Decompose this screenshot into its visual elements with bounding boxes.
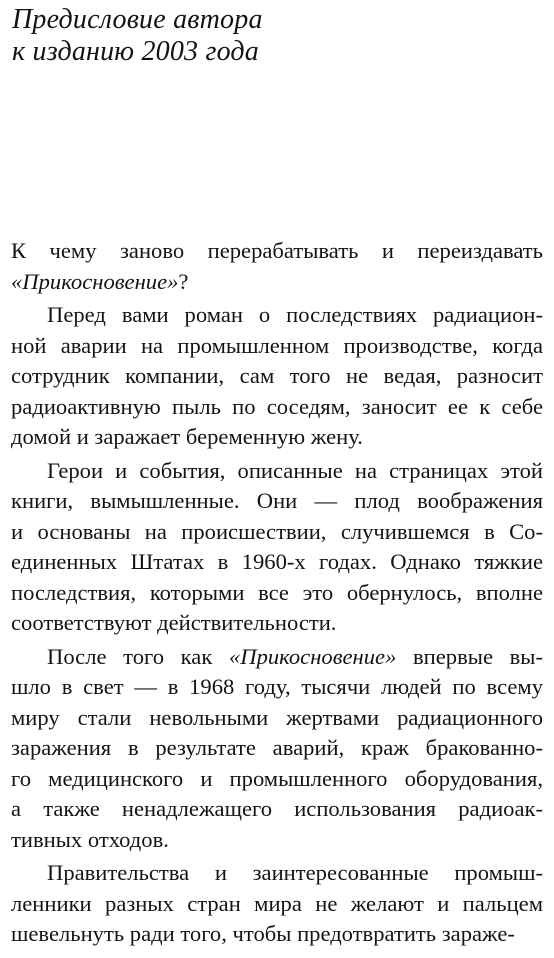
paragraph	[11, 236, 543, 297]
text-line: Правительства и заинтересованные промыш-	[47, 860, 543, 885]
text-line: шевельнуть ради того, чтобы предотвратить зараже-	[11, 921, 515, 946]
text-line	[11, 267, 543, 298]
text-line: а также ненадлежащего использования радиоак-	[11, 796, 543, 821]
text-line: радиоактивную пыль по соседям, заносит ее к себе	[11, 393, 543, 419]
text-run: ?	[178, 268, 189, 294]
paragraph	[11, 858, 543, 950]
text-line: шло в свет — в 1968 году, тысячи людей по всему	[11, 674, 543, 699]
text-line: заражения в результате аварий, краж бракованно-	[11, 735, 543, 760]
book-title-emphasis: «Прикосновение»	[11, 268, 179, 294]
text-line: и основаны на происшествии, случившемся в Со-	[11, 518, 543, 544]
text-line: домой и заражает беременную жену.	[11, 424, 363, 449]
text-line: миру стали невольными жертвами радиационного	[11, 704, 543, 730]
text-line: последствия, которыми все это обернулось, вполне	[11, 579, 543, 605]
text-run: впервые вы-	[396, 643, 543, 669]
paragraph	[11, 642, 543, 856]
text-line: Герои и события, описанные на страницах этой	[47, 457, 543, 483]
text-line: единенных Штатах в 1960-х годах. Однако тяжкие	[11, 549, 543, 574]
chapter-title-line-1: Предисловие автора	[12, 4, 263, 35]
chapter-title-line-2: к изданию 2003 года	[12, 36, 259, 67]
chapter-title	[12, 4, 263, 68]
book-title-emphasis: «Прикосновение»	[228, 643, 397, 669]
text-line	[11, 642, 543, 673]
text-line: ленники разных стран мира не желают и пальцем	[11, 890, 543, 916]
text-line: го медицинского и промышленного оборудования,	[11, 765, 543, 791]
text-line: К чему заново перерабатывать и переиздавать	[11, 238, 543, 263]
paragraph	[11, 300, 543, 453]
text-line: тивных отходов.	[11, 826, 169, 852]
text-line: сотрудник компании, сам того не ведая, разносит	[11, 363, 543, 388]
text-line: Перед вами роман о последствиях радиацион-	[47, 302, 543, 327]
text-run: После того как	[47, 643, 229, 669]
paragraph	[11, 456, 543, 639]
body-text	[11, 236, 543, 950]
text-line: книги, вымышленные. Они — плод воображения	[11, 488, 543, 513]
text-line: соответствуют действительности.	[11, 610, 337, 635]
text-line: ной аварии на промышленном производстве, когда	[11, 332, 543, 358]
